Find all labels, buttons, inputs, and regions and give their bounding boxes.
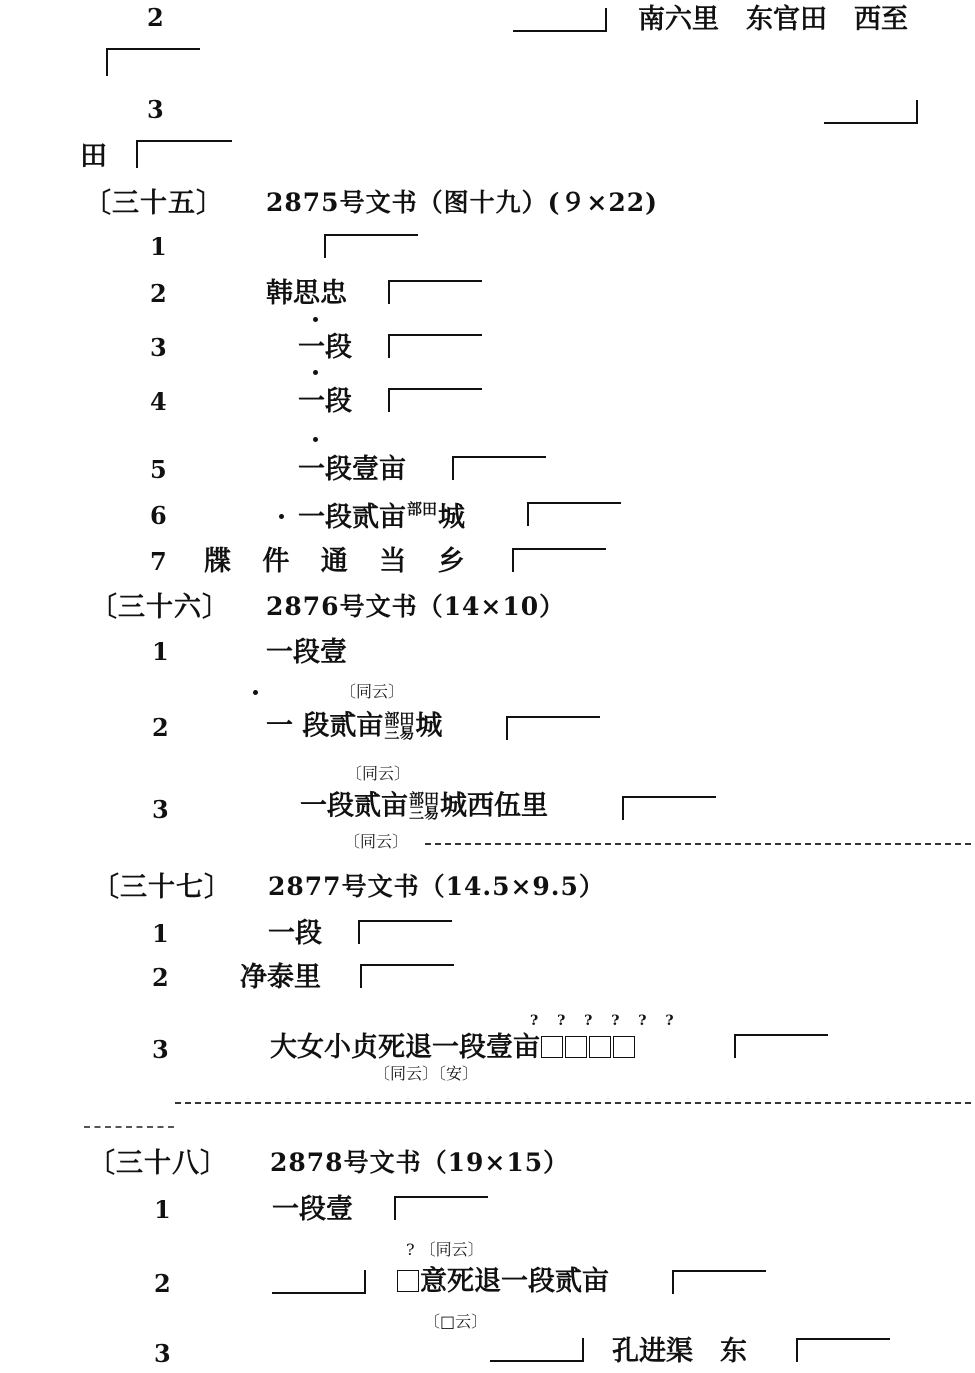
lacuna-mark (506, 716, 600, 740)
missing-char-box (541, 1036, 563, 1058)
emphasis-dot (313, 317, 318, 322)
line-number: 5 (150, 455, 167, 484)
doc-title: 2878号文书（19×15） (270, 1148, 570, 1177)
line-text: 一段壹 (266, 637, 347, 668)
line-number: 1 (152, 919, 169, 948)
emphasis-dot (253, 690, 258, 695)
line-text: 一段贰亩$^{部田}$城 (298, 500, 466, 533)
line-number: 2 (152, 963, 169, 992)
lacuna-mark (388, 388, 482, 412)
line-number: 2 (147, 3, 164, 32)
line-text: 一段 (268, 918, 322, 949)
missing-char-box (565, 1036, 587, 1058)
lacuna-mark (394, 1196, 488, 1220)
interlinear-note: 部田 三易 (384, 710, 415, 743)
line-number: 6 (150, 501, 167, 530)
line-text: 韩思忠 (266, 278, 347, 309)
line-number: 2 (154, 1269, 171, 1298)
lacuna-mark (734, 1034, 828, 1058)
doc-title: 2876号文书（14×10） (266, 592, 566, 621)
annotation: 〔□云〕 (424, 1312, 488, 1331)
emphasis-dot (279, 514, 284, 519)
lacuna-mark (272, 1270, 366, 1294)
lacuna-mark (106, 48, 200, 76)
lacuna-mark (490, 1338, 584, 1362)
doc-title: 2875号文书（图十九）(９×22) (266, 188, 658, 217)
doc-title: 2877号文书（14.5×9.5） (268, 872, 605, 901)
line-number: 3 (150, 333, 167, 362)
line-text: 意死退一段贰亩 (396, 1268, 609, 1295)
line-number: 3 (152, 1035, 169, 1064)
lacuna-mark (672, 1270, 766, 1294)
line-number: 1 (150, 232, 167, 261)
lacuna-mark (513, 8, 607, 32)
lacuna-mark (324, 234, 418, 258)
line-number: 7 (150, 547, 167, 576)
line-number: 4 (150, 387, 167, 416)
uncertain-marks: ? ? ? ? ? ? (530, 1013, 674, 1029)
line-text: 一段 (298, 332, 352, 363)
missing-char-box (397, 1270, 419, 1292)
emphasis-dot (313, 370, 318, 375)
doc-number: 〔三十八〕 (88, 1148, 228, 1179)
line-number: 2 (150, 279, 167, 308)
interlinear-note: 部田 (407, 500, 438, 518)
line-number: 1 (152, 637, 169, 666)
lacuna-mark (388, 280, 482, 304)
interlinear-note: 部田 三易 (409, 790, 440, 823)
lacuna-mark (388, 334, 482, 358)
line-number: 3 (147, 95, 164, 124)
missing-char-box (589, 1036, 611, 1058)
lacuna-mark (358, 920, 452, 944)
line-text: 一段贰亩 部田 三易 城西伍里 (300, 790, 549, 823)
line-text: 净泰里 (240, 962, 321, 993)
line-text: 一段 (298, 386, 352, 417)
line-text: 一段壹亩 (298, 454, 406, 485)
fragment-edge-line (84, 1126, 174, 1128)
line-number: 2 (152, 713, 169, 742)
missing-char-box (613, 1036, 635, 1058)
lacuna-mark (136, 140, 232, 168)
line-text: 牒 件 通 当 乡 (204, 546, 471, 577)
line-text: 南六里 东官田 西至 (638, 4, 908, 35)
annotation: 〔同云〕〔安〕 (374, 1064, 479, 1083)
lacuna-mark (360, 964, 454, 988)
line-text: 大女小贞死退一段壹亩 (270, 1034, 636, 1061)
annotation: 〔同云〕 (344, 832, 409, 851)
lacuna-mark (512, 548, 606, 572)
line-text: 孔进渠 东 (612, 1336, 747, 1367)
lacuna-mark (452, 456, 546, 480)
lacuna-mark (622, 796, 716, 820)
line-number: 3 (154, 1339, 171, 1368)
annotation: 〔同云〕 (340, 682, 405, 701)
annotation: ? 〔同云〕 (406, 1240, 484, 1259)
doc-number: 〔三十五〕 (84, 188, 224, 219)
line-number: 3 (152, 795, 169, 824)
lacuna-mark (527, 502, 621, 526)
line-number: 1 (154, 1195, 171, 1224)
emphasis-dot (313, 437, 318, 442)
fragment-edge-line (175, 1102, 971, 1104)
line-text: 一段壹 (272, 1194, 353, 1225)
fragment-edge-line (425, 843, 971, 845)
doc-number: 〔三十六〕 (90, 592, 230, 623)
line-text: 田 (80, 141, 107, 172)
doc-number: 〔三十七〕 (92, 872, 232, 903)
annotation: 〔同云〕 (346, 764, 411, 783)
lacuna-mark (824, 100, 918, 124)
lacuna-mark (796, 1338, 890, 1362)
line-text: 一 段贰亩 部田 三易 城 (266, 710, 443, 743)
